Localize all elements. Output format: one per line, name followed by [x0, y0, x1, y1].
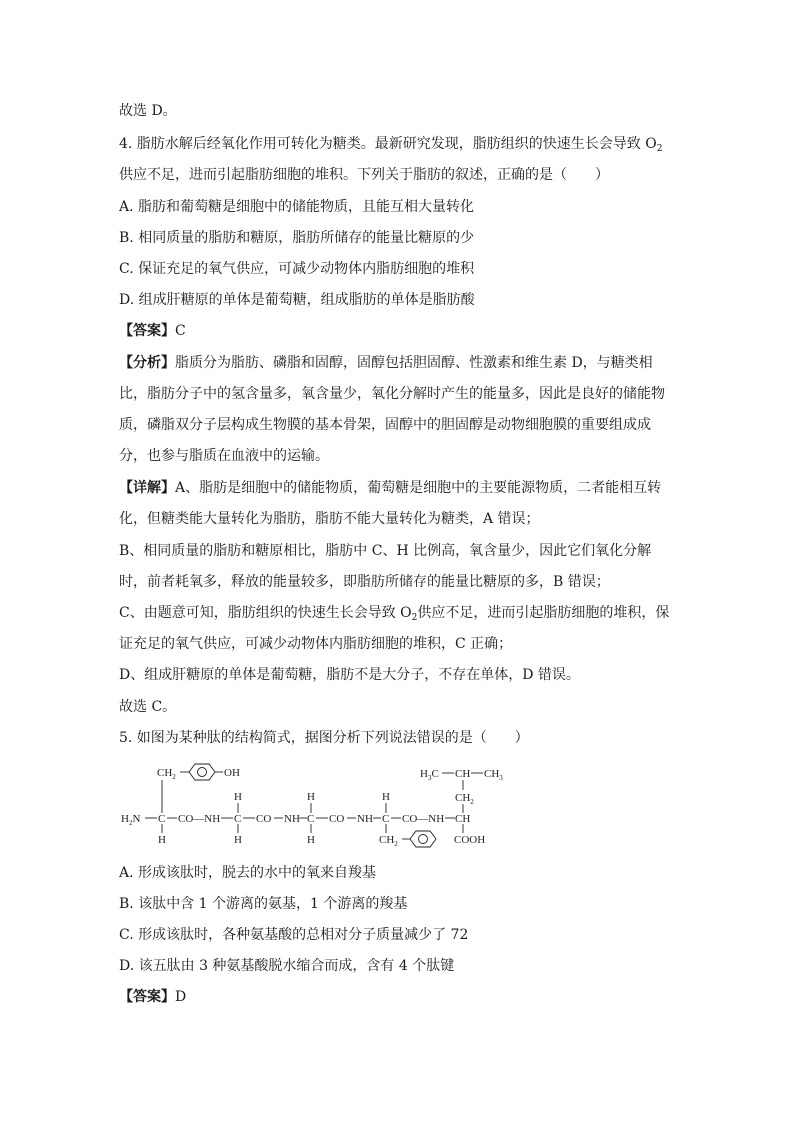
q4-option-d: D. 组成肝糖原的单体是葡萄糖，组成脂肪的单体是脂肪酸: [119, 292, 475, 308]
peptide-bond-2-nh: NH: [284, 813, 300, 825]
tyr-bottom-h: H: [158, 834, 166, 846]
phe-top-h: H: [382, 791, 390, 803]
q4-option-a: A. 脂肪和葡萄糖是细胞中的储能物质，且能互相大量转化: [119, 199, 475, 215]
q5-answer: 【答案】D: [119, 989, 187, 1005]
q5-option-c: C. 形成该肽时，各种氨基酸的总相对分子质量减少了 72: [119, 927, 469, 943]
leu-ch-label: CH: [455, 768, 471, 780]
gly2-bottom-h: H: [307, 834, 315, 846]
gly2-top-h: H: [307, 791, 315, 803]
q5-option-a: A. 形成该肽时，脱去的水中的氧来自羧基: [119, 865, 377, 881]
q4-answer: 【答案】C: [119, 323, 186, 339]
q4-detail-a-line2: 化，但糖类能大量转化为脂肪，脂肪不能大量转化为糖类，A 错误；: [119, 511, 540, 527]
q4-option-b: B. 相同质量的脂肪和糖原，脂肪所储存的能量比糖原的少: [119, 230, 475, 246]
tyr-ch2-label: $CH_2$: [157, 767, 176, 781]
q4-detail-b-line1: B、相同质量的脂肪和糖原相比，脂肪中 C、H 比例高，氧含量少，因此它们氧化分解: [119, 543, 652, 559]
gly1-alpha-c: C: [234, 813, 242, 825]
q4-analysis-line2: 比，脂肪分子中的氢含量多，氧含量少，氧化分解时产生的能量多，因此是良好的储能物: [119, 386, 665, 402]
phe-ring-circle: [419, 835, 428, 844]
leu-alpha-c: CH: [455, 813, 471, 825]
leu-ch2-label: $CH_2$: [455, 792, 474, 806]
carboxyl-terminus-label: COOH: [454, 834, 486, 846]
gly1-bottom-h: H: [234, 834, 242, 846]
q4-stem-line2: 供应不足，进而引起脂肪细胞的堆积。下列关于脂肪的叙述，正确的是（ ）: [119, 167, 609, 183]
leu-h3c-label: $H_3C$: [420, 768, 439, 782]
leu-ch3-label: $CH_3$: [484, 768, 503, 782]
tyr-ring-circle: [198, 768, 207, 777]
q4-detail-a-line1: 【详解】A、脂肪是细胞中的储能物质，葡萄糖是细胞中的主要能源物质，二者能相互转: [119, 480, 662, 496]
gly1-top-h: H: [234, 791, 242, 803]
peptide-bond-3-nh: NH: [357, 813, 373, 825]
q4-detail-c-line1: C、由题意可知，脂肪组织的快速生长会导致 $O_2$供应不足，进而引起脂肪细胞的堆积，保: [119, 605, 670, 623]
phe-alpha-c: C: [382, 813, 390, 825]
peptide-bond-2-co: CO: [256, 813, 272, 825]
q4-analysis-line1: 【分析】脂质分为脂肪、磷脂和固醇，固醇包括胆固醇、性激素和维生素 D，与糖类相: [119, 355, 653, 371]
amino-terminus-label: $H_2N$: [121, 813, 141, 827]
q4-detail-c-line2: 证充足的氧气供应，可减少动物体内脂肪细胞的堆积，C 正确；: [119, 636, 513, 652]
q4-detail-b-line2: 时，前者耗氧多，释放的能量较多，即脂肪所储存的能量比糖原的多，B 错误；: [119, 574, 610, 590]
q4-stem-line1: 4. 脂肪水解后经氧化作用可转化为糖类。最新研究发现，脂肪组织的快速生长会导致 $O_2$: [119, 136, 663, 154]
phe-benzene-ring: [410, 831, 436, 847]
q4-analysis-line4: 分，也参与脂质在血液中的运输。: [119, 448, 329, 464]
q5-option-d: D. 该五肽由 3 种氨基酸脱水缩合而成，含有 4 个肽键: [119, 958, 455, 974]
gly2-alpha-c: C: [307, 813, 315, 825]
peptide-structure-diagram: [117, 754, 517, 852]
q5-stem: 5. 如图为某种肽的结构简式，据图分析下列说法错误的是（ ）: [119, 730, 529, 746]
q5-option-b: B. 该肽中含 1 个游离的氨基，1 个游离的羧基: [119, 896, 408, 912]
peptide-bond-4: CO—NH: [402, 813, 445, 825]
tyr-benzene-ring: [189, 764, 215, 780]
q4-option-c: C. 保证充足的氧气供应，可减少动物体内脂肪细胞的堆积: [119, 261, 475, 277]
phe-ch2-label: $CH_2$: [379, 834, 398, 848]
q4-detail-d: D、组成肝糖原的单体是葡萄糖，脂肪不是大分子，不存在单体，D 错误。: [119, 667, 580, 683]
peptide-bond-3-co: CO: [329, 813, 345, 825]
tyr-oh-label: OH: [224, 767, 240, 779]
prev-conclusion: 故选 D。: [119, 103, 177, 119]
q4-analysis-line3: 质，磷脂双分子层构成生物膜的基本骨架，固醇中的胆固醇是动物细胞膜的重要组成成: [119, 417, 651, 433]
q4-conclusion: 故选 C。: [119, 699, 177, 715]
tyr-alpha-c: C: [158, 813, 166, 825]
peptide-bond-1: CO—NH: [178, 813, 221, 825]
